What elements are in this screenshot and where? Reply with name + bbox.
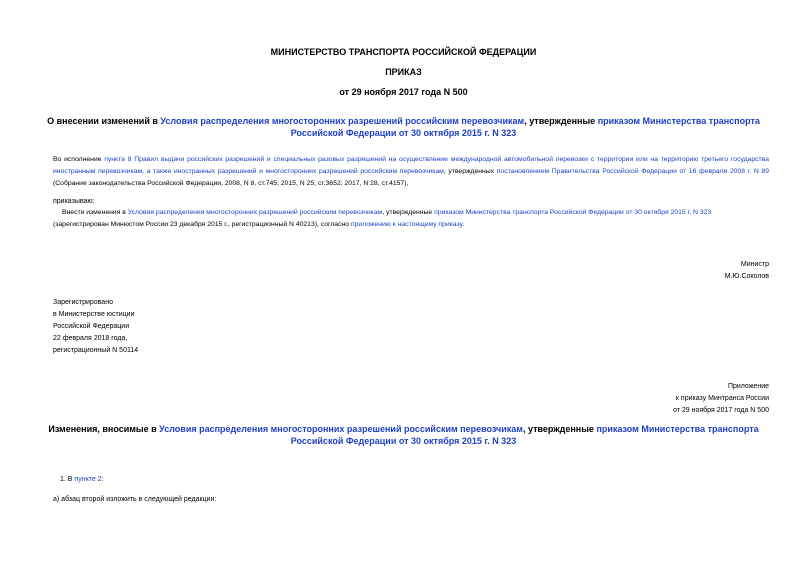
order-link-conditions[interactable]: Условия распределения многосторонних разрешений российским перевозчикам bbox=[127, 209, 383, 216]
ministry-heading: МИНИСТЕРСТВО ТРАНСПОРТА РОССИЙСКОЙ ФЕДЕРАЦИИ bbox=[270, 47, 537, 57]
intro-link-rules-cont[interactable]: государства иностранным перевозчикам, а также иностранных разрешений и многосторонних разрешений российским перевозчикам bbox=[53, 156, 769, 175]
title-prefix: О внесении изменений в bbox=[47, 116, 161, 126]
item-1 bbox=[60, 474, 104, 486]
appendix-line: к приказу Минтранса России bbox=[675, 395, 769, 402]
signature-block bbox=[725, 259, 769, 283]
order-link-appendix[interactable]: приложению к настоящему приказу bbox=[350, 221, 463, 228]
intro-text-1: Во исполнение bbox=[53, 156, 105, 163]
item-1-prefix: 1. В bbox=[60, 476, 75, 483]
registration-line: Российской Федерации bbox=[53, 323, 130, 330]
item-1-suffix: : bbox=[101, 476, 104, 483]
registration-line: в Министерстве юстиции bbox=[53, 311, 135, 318]
changes-title-link-order[interactable]: приказом Министерства транспорта bbox=[596, 424, 759, 434]
appendix-block bbox=[673, 381, 769, 417]
signature-position: Министр bbox=[740, 261, 769, 268]
item-1-link[interactable]: пункте 2 bbox=[74, 476, 102, 483]
intro-text-2: , утвержденных bbox=[443, 168, 497, 175]
doc-type-heading: ПРИКАЗ bbox=[385, 67, 422, 77]
registration-line: Зарегистрировано bbox=[53, 299, 113, 306]
order-text-1: Внести изменения в bbox=[62, 209, 128, 216]
intro-paragraph bbox=[53, 154, 769, 190]
order-link-order[interactable]: приказом Министерства транспорта Российской Федерации от 30 октября 2015 г. N 323 bbox=[434, 209, 712, 216]
registration-line: регистрационный N 50114 bbox=[53, 347, 139, 354]
registration-block bbox=[53, 297, 138, 357]
changes-title-link-conditions[interactable]: Условия распределения многосторонних разрешений российским перевозчикам bbox=[159, 424, 523, 434]
order-text-3: (зарегистрирован Минюстом России 23 декабря 2015 г., регистрационный N 40213), согласно bbox=[53, 221, 351, 228]
changes-title-link-order-date[interactable]: Российской Федерации от 30 октября 2015 г. N 323 bbox=[290, 436, 517, 446]
order-title bbox=[0, 115, 807, 139]
changes-title-prefix: Изменения, вносимые в bbox=[48, 424, 160, 434]
title-middle: , утвержденные bbox=[524, 116, 598, 126]
title-link-order-date[interactable]: Российской Федерации от 30 октября 2015 г. N 323 bbox=[290, 128, 517, 138]
order-date: от 29 ноября 2017 года N 500 bbox=[339, 87, 468, 97]
intro-link-resolution-date[interactable]: февраля 2008 г. N 89 bbox=[699, 168, 770, 175]
order-paragraph bbox=[53, 207, 769, 231]
appendix-line: от 29 ноября 2017 года N 500 bbox=[673, 407, 769, 414]
signature-name: М.Ю.Соколов bbox=[724, 273, 769, 280]
order-word: приказываю: bbox=[53, 198, 95, 205]
registration-line: 22 февраля 2018 года, bbox=[53, 335, 128, 342]
changes-title bbox=[0, 423, 807, 447]
intro-text-3: (Собрание законодательства Российской Федерации, 2008, N 8, ст.745; 2015, N 25, ст.3652; 2017, N 28, ст.4157), bbox=[53, 180, 409, 187]
intro-link-rules[interactable]: пункта 8 Правил выдачи российских разрешений и специальных разовых разрешений на осуществление международной автомобильной перевозки с территории или на территорию третьего bbox=[104, 156, 729, 163]
appendix-line: Приложение bbox=[727, 383, 769, 390]
title-link-order[interactable]: приказом Министерства транспорта bbox=[597, 116, 760, 126]
title-link-conditions[interactable]: Условия распределения многосторонних разрешений российским перевозчикам bbox=[160, 116, 525, 126]
item-a: а) абзац второй изложить в следующей редакции: bbox=[53, 496, 217, 503]
order-text-2: , утвержденные bbox=[382, 209, 435, 216]
order-text-4: . bbox=[462, 221, 465, 228]
changes-title-middle: , утвержденные bbox=[522, 424, 597, 434]
intro-link-resolution[interactable]: постановлением Правительства Российской Федерации от 16 bbox=[496, 168, 697, 175]
